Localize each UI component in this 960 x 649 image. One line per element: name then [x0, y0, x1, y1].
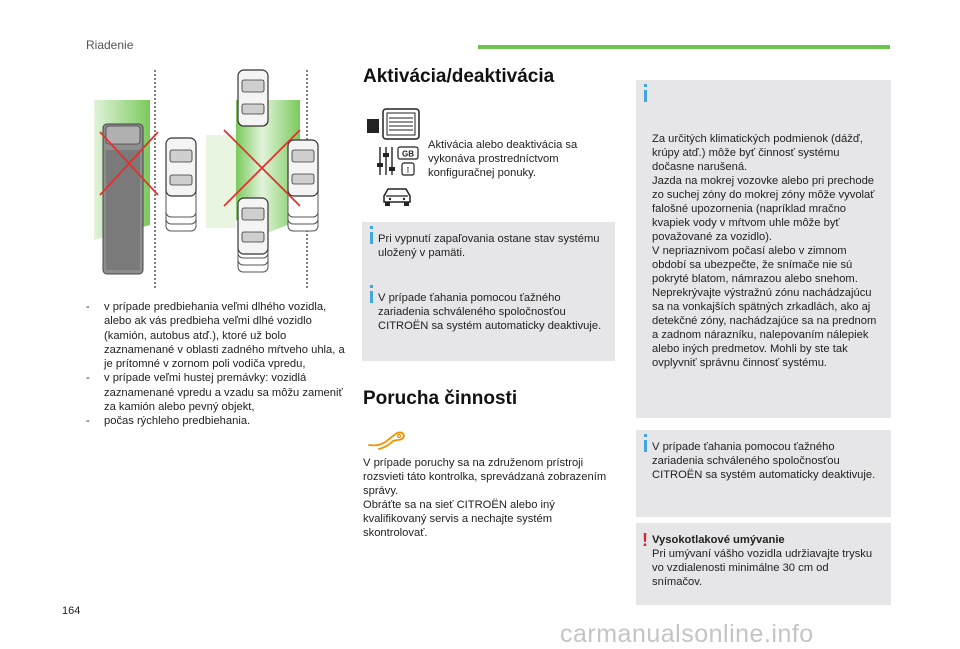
list-item-text: v prípade veľmi hustej premávky: vozidlá zaznamenané vpredu a vzadu sa môžu zameniť za kamión alebo pevný objekt, — [104, 372, 343, 414]
warning-exclamation-icon: ! — [642, 530, 648, 550]
info-box-towing — [362, 281, 615, 361]
info-box-weather — [636, 80, 891, 418]
settings-sliders-icon — [376, 145, 420, 177]
section-title: Riadenie — [86, 38, 134, 52]
car-front-icon — [381, 186, 413, 208]
warning-box-pressure-wash — [636, 523, 891, 605]
limitations-list — [86, 300, 348, 429]
info-icon — [370, 285, 373, 288]
blind-spot-illustration — [86, 60, 348, 290]
info-icon — [370, 226, 373, 229]
info-icon — [644, 84, 647, 87]
activation-heading: Aktivácia/deaktivácia — [363, 66, 555, 87]
list-dash: - — [86, 415, 90, 428]
section-accent-bar — [478, 45, 890, 49]
fault-description: V prípade poruchy sa na združenom prístroji rozsvieti táto kontrolka, sprevádzaná zobrazením správy. Obráťte sa na sieť CITROËN alebo iný kvalifikovaný servis a nechajte systém skontrolovať. — [363, 457, 607, 539]
watermark: carmanualsonline.info — [560, 620, 814, 648]
warning-title: Vysokotlakové umývanie — [652, 534, 785, 546]
info-text: Za určitých klimatických podmienok (dážď, krúpy atď.) môže byť činnosť systému dočasne narušená. Jazda na mokrej vozovke alebo pri prechode zo suchej zóny do mokrej zóny môže vyvolať falošné upozornenia (napríklad mračno kvapiek vody v mŕtvom uhle môže byť považované za vozidlo). V nepriaznivom počasí alebo v zimnom období sa ubezpečte, že snímače nie sú pokryté blatom, námrazou alebo snehom. Neprekrývajte výstražnú zónu nachádzajúcu sa na vonkajších spätných zrkadlách, ako aj detekčné zóny, nachádzajúce sa na prednom a zadnom nárazníku, nalepovaním nálepiek alebo iných predmetov. Mohli by ste tak ovplyvniť správnu činnosť systému. — [652, 133, 877, 369]
info-icon — [644, 434, 647, 437]
list-item — [86, 414, 348, 428]
list-dash: - — [86, 301, 90, 313]
info-text: V prípade ťahania pomocou ťažného zariadenia schváleného spoločnosťou CITROËN sa systém automaticky deaktivuje. — [378, 292, 602, 332]
info-box-towing-right — [636, 430, 891, 517]
list-item-text: počas rýchleho predbiehania. — [104, 415, 251, 428]
list-item — [86, 371, 348, 414]
gb-label: GB — [402, 149, 414, 159]
info-text: V prípade ťahania pomocou ťažného zariadenia schváleného spoločnosťou CITROËN sa systém automaticky deaktivuje. — [652, 441, 876, 481]
fault-heading: Porucha činnosti — [363, 388, 518, 409]
list-item — [86, 300, 348, 371]
car-icon — [166, 138, 196, 196]
info-text: Pri vypnutí zapaľovania ostane stav systému uložený v pamäti. — [378, 233, 600, 259]
activation-description: Aktivácia alebo deaktivácia sa vykonáva prostredníctvom konfiguračnej ponuky. — [428, 139, 578, 179]
warning-text: Pri umývaní vášho vozidla udržiavajte trysku vo vzdialenosti minimálne 30 cm od snímačov. — [652, 548, 873, 588]
list-item-text: v prípade predbiehania veľmi dlhého vozidla, alebo ak vás predbieha veľmi dlhé vozidlo (kamión, autobus atď.), ktoré už bolo zaznamenané v oblasti zadného mŕtveho uhla, a je prítomné v zornom poli vodiča vpredu, — [104, 301, 345, 371]
list-dash: - — [86, 372, 90, 385]
i-label: I — [406, 165, 410, 175]
warning-lamp-icon — [367, 429, 407, 451]
touchscreen-menu-icon — [365, 107, 423, 141]
info-box-memory — [362, 222, 615, 285]
page-number: 164 — [62, 605, 81, 617]
